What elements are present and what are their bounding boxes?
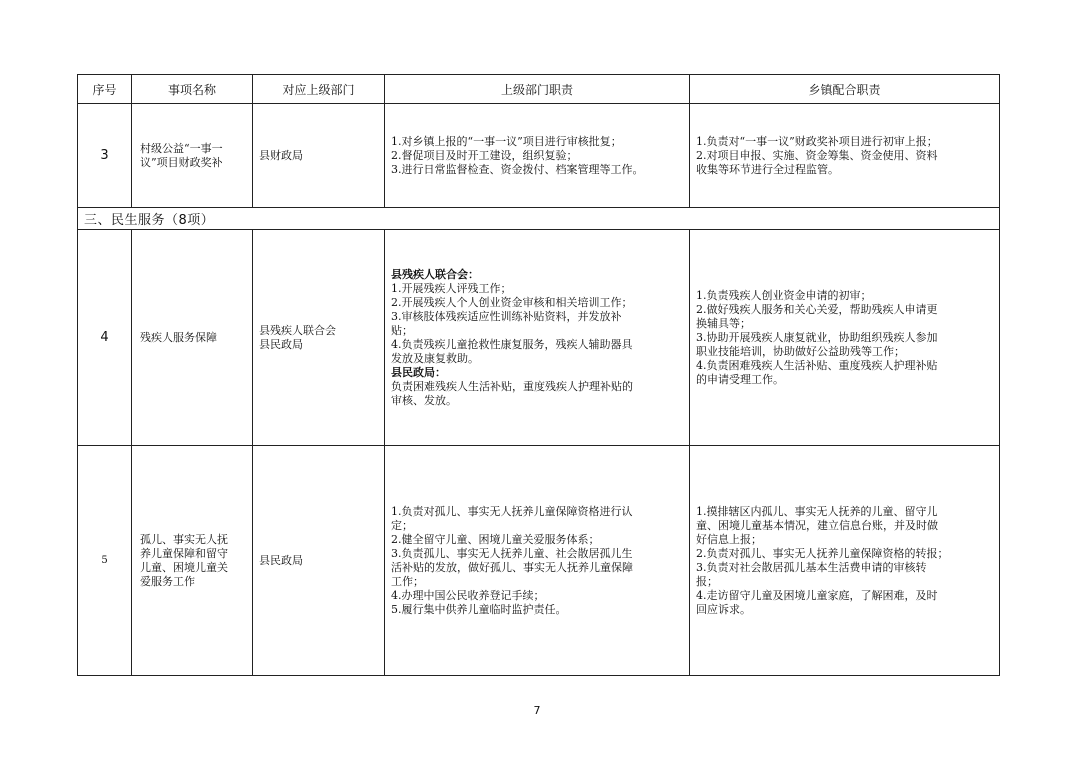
upper-duty-line: 4.办理中国公民收养登记手续； (391, 588, 545, 602)
dept-line: 县民政局 (259, 337, 303, 351)
town-duty-line: 回应诉求。 (696, 602, 751, 616)
table-header-row (78, 75, 1000, 104)
upper-duty-subheading: 县残疾人联合会： (391, 267, 479, 281)
upper-duty-line: 5.履行集中供养儿童临时监护责任。 (391, 602, 567, 616)
dept-cell (253, 446, 385, 676)
town-duty-line: 的申请受理工作。 (696, 372, 784, 386)
upper-duty-line: 2.健全留守儿童、困境儿童关爱服务体系； (391, 532, 600, 546)
upper-duty-line: 2.开展残疾人个人创业资金审核和相关培训工作； (391, 295, 633, 309)
row-number: 4 (78, 230, 132, 446)
row-number: 3 (78, 104, 132, 208)
upper-duty-line: 贴； (391, 323, 413, 337)
upper-duty-line: 1.对乡镇上报的“一事一议”项目进行审核批复； (391, 134, 622, 148)
town-duty-line: 4.负责困难残疾人生活补贴、重度残疾人护理补贴 (696, 358, 938, 372)
item-name-line: 村级公益“一事一 (140, 141, 223, 155)
header-upper-duty: 上级部门职责 (385, 75, 690, 104)
town-duty-line: 好信息上报； (696, 532, 762, 546)
section-title: 三、民生服务（8项） (78, 208, 1000, 230)
dept-line: 县财政局 (259, 148, 303, 162)
town-duty-line: 3.协助开展残疾人康复就业，协助组织残疾人参加 (696, 330, 938, 344)
town-duty-cell (690, 104, 1000, 208)
town-duty-line: 收集等环节进行全过程监管。 (696, 162, 839, 176)
town-duty-line: 换辅具等； (696, 316, 751, 330)
page-number: 7 (533, 704, 541, 717)
upper-duty-subheading: 县民政局： (391, 365, 446, 379)
item-name-cell (132, 104, 253, 208)
table-row (78, 104, 1000, 208)
table-row (78, 230, 1000, 446)
item-name-line: 残疾人服务保障 (140, 330, 217, 344)
upper-duty-line: 3.审核肢体残疾适应性训练补贴资料，并发放补 (391, 309, 622, 323)
item-name-cell (132, 230, 253, 446)
upper-duty-line: 审核、发放。 (391, 393, 457, 407)
upper-duty-line: 工作； (391, 574, 424, 588)
town-duty-line: 1.摸排辖区内孤儿、事实无人抚养的儿童、留守儿 (696, 504, 938, 518)
upper-duty-cell (385, 104, 690, 208)
town-duty-line: 1.负责对“一事一议”财政奖补项目进行初审上报； (696, 134, 938, 148)
town-duty-line: 职业技能培训，协助做好公益助残等工作； (696, 344, 905, 358)
upper-duty-line: 负责困难残疾人生活补贴，重度残疾人护理补贴的 (391, 379, 633, 393)
upper-duty-line: 发放及康复救助。 (391, 351, 479, 365)
header-serial: 序号 (78, 75, 132, 104)
upper-duty-line: 2.督促项目及时开工建设，组织复验； (391, 148, 578, 162)
item-name-line: 孤儿、事实无人抚 (140, 532, 228, 546)
row-number: 5 (78, 446, 132, 676)
dept-line: 县残疾人联合会 (259, 323, 336, 337)
upper-duty-line: 1.负责对孤儿、事实无人抚养儿童保障资格进行认 (391, 504, 633, 518)
town-duty-line: 4.走访留守儿童及困境儿童家庭，了解困难，及时 (696, 588, 938, 602)
item-name-line: 养儿童保障和留守 (140, 546, 228, 560)
table-row (78, 446, 1000, 676)
section-row (78, 208, 1000, 230)
header-item-name: 事项名称 (132, 75, 253, 104)
upper-duty-line: 1.开展残疾人评残工作； (391, 281, 512, 295)
dept-cell (253, 230, 385, 446)
town-duty-line: 2.做好残疾人服务和关心关爱，帮助残疾人申请更 (696, 302, 938, 316)
item-name-line: 议”项目财政奖补 (140, 155, 223, 169)
town-duty-line: 2.负责对孤儿、事实无人抚养儿童保障资格的转报； (696, 546, 949, 560)
upper-duty-cell (385, 230, 690, 446)
upper-duty-line: 3.进行日常监督检查、资金拨付、档案管理等工作。 (391, 162, 644, 176)
upper-duty-line: 3.负责孤儿、事实无人抚养儿童、社会散居孤儿生 (391, 546, 633, 560)
item-name-cell (132, 446, 253, 676)
town-duty-cell (690, 446, 1000, 676)
town-duty-line: 2.对项目申报、实施、资金筹集、资金使用、资料 (696, 148, 938, 162)
upper-duty-cell (385, 446, 690, 676)
header-town-duty: 乡镇配合职责 (690, 75, 1000, 104)
dept-line: 县民政局 (259, 553, 303, 567)
town-duty-line: 1.负责残疾人创业资金申请的初审； (696, 288, 872, 302)
header-upper-dept: 对应上级部门 (253, 75, 385, 104)
town-duty-line: 3.负责对社会散居孤儿基本生活费申请的审核转 (696, 560, 927, 574)
town-duty-line: 报； (696, 574, 718, 588)
dept-cell (253, 104, 385, 208)
upper-duty-line: 定； (391, 518, 413, 532)
town-duty-line: 童、困境儿童基本情况，建立信息台账，并及时做 (696, 518, 938, 532)
item-name-line: 爱服务工作 (140, 574, 195, 588)
responsibility-table (77, 74, 1000, 676)
town-duty-cell (690, 230, 1000, 446)
upper-duty-line: 4.负责残疾儿童抢救性康复服务，残疾人辅助器具 (391, 337, 633, 351)
item-name-line: 儿童、困境儿童关 (140, 560, 228, 574)
upper-duty-line: 活补贴的发放，做好孤儿、事实无人抚养儿童保障 (391, 560, 633, 574)
